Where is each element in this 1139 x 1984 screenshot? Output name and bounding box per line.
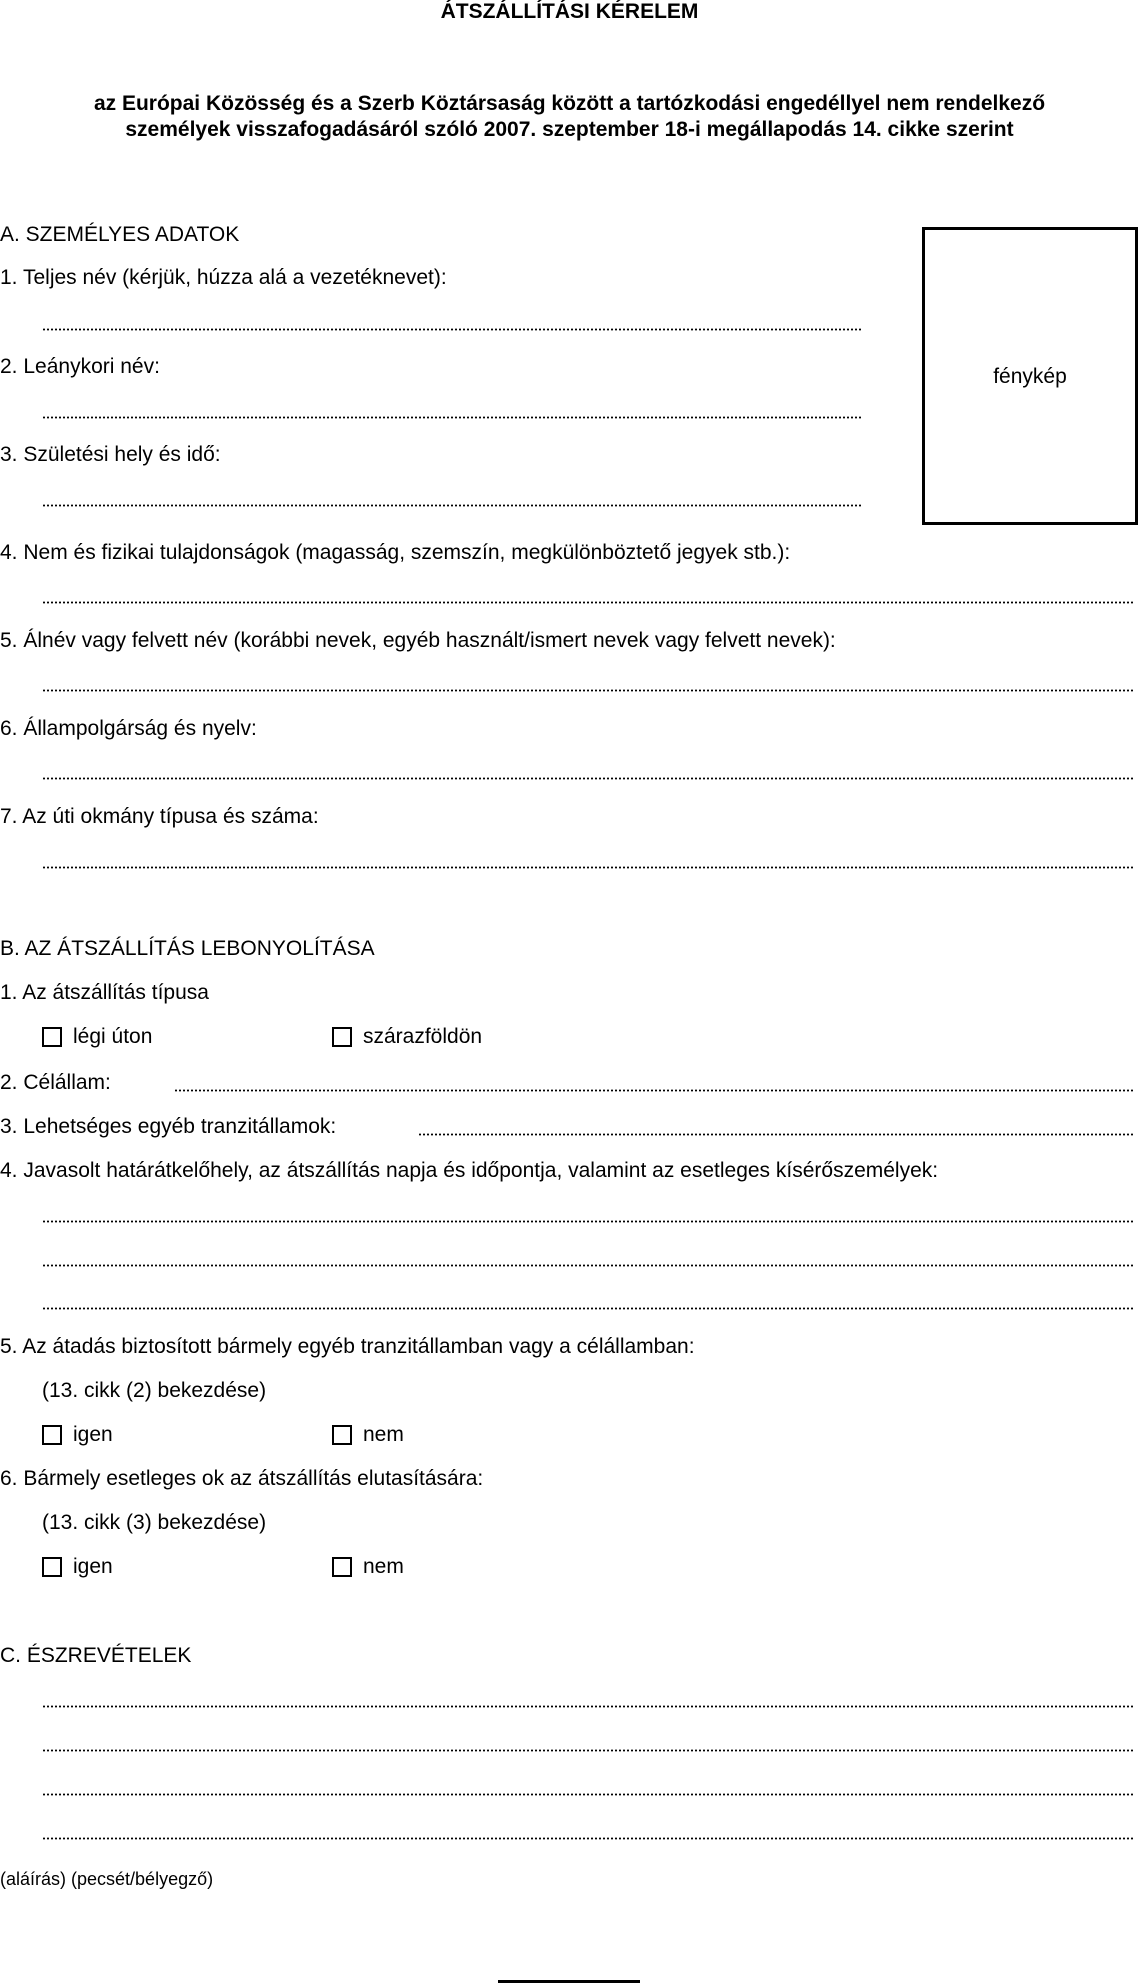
field-label-other-transit-states: 3. Lehetséges egyéb tranzitállamok:: [0, 1115, 337, 1138]
field-label-maiden-name: 2. Leánykori név:: [0, 355, 160, 378]
field-label-physical-traits: 4. Nem és fizikai tulajdonságok (magasság, szemszín, megkülönböztető jegyek stb.):: [0, 541, 791, 564]
checkbox-refusal-no[interactable]: [332, 1557, 352, 1577]
field-input-remarks-line4[interactable]: [42, 1837, 1133, 1840]
checkbox-land[interactable]: [332, 1027, 352, 1047]
field-input-border-crossing-line3[interactable]: [42, 1307, 1133, 1310]
field-label-alias: 5. Álnév vagy felvett név (korábbi nevek, egyéb használt/ismert nevek vagy felvett nevek):: [0, 629, 836, 652]
form-subtitle-line2: személyek visszafogadásáról szóló 2007. szeptember 18-i megállapodás 14. cikke szerint: [125, 118, 1014, 141]
field-input-remarks-line3[interactable]: [42, 1793, 1133, 1796]
field-label-refusal-reasons: 6. Bármely esetleges ok az átszállítás elutasítására:: [0, 1467, 484, 1490]
field-label-destination-state: 2. Célállam:: [0, 1071, 111, 1094]
field-input-nationality-language[interactable]: [42, 777, 1133, 780]
field-note-article-13-2: (13. cikk (2) bekezdése): [42, 1379, 267, 1402]
section-a-heading: A. SZEMÉLYES ADATOK: [0, 223, 240, 246]
bottom-rule: [498, 1980, 640, 1983]
section-c-heading: C. ÉSZREVÉTELEK: [0, 1644, 192, 1667]
field-label-travel-document: 7. Az úti okmány típusa és száma:: [0, 805, 319, 828]
field-label-nationality-language: 6. Állampolgárság és nyelv:: [0, 717, 257, 740]
checkbox-handover-yes-label: igen: [73, 1423, 113, 1446]
field-input-alias[interactable]: [42, 689, 1133, 692]
checkbox-air[interactable]: [42, 1027, 62, 1047]
photo-label: fénykép: [993, 365, 1067, 388]
field-input-maiden-name[interactable]: [42, 416, 862, 419]
field-input-destination-state[interactable]: [174, 1089, 1133, 1092]
field-label-transit-type: 1. Az átszállítás típusa: [0, 981, 209, 1004]
form-subtitle-line1: az Európai Közösség és a Szerb Köztársaság között a tartózkodási engedéllyel nem rendelkező: [93, 92, 1046, 115]
signature-stamp-label: (aláírás) (pecsét/bélyegző): [0, 1869, 214, 1889]
field-input-physical-traits[interactable]: [42, 601, 1133, 604]
checkbox-land-label: szárazföldön: [363, 1025, 483, 1048]
field-label-birth-place-date: 3. Születési hely és idő:: [0, 443, 221, 466]
field-input-travel-document[interactable]: [42, 866, 1133, 869]
field-input-remarks-line2[interactable]: [42, 1749, 1133, 1752]
field-input-border-crossing-line2[interactable]: [42, 1264, 1133, 1267]
checkbox-refusal-yes-label: igen: [73, 1555, 113, 1578]
section-b-heading: B. AZ ÁTSZÁLLÍTÁS LEBONYOLÍTÁSA: [0, 937, 375, 960]
field-label-handover-assured: 5. Az átadás biztosított bármely egyéb tranzitállamban vagy a célállamban:: [0, 1335, 695, 1358]
field-input-full-name[interactable]: [42, 328, 862, 331]
field-input-other-transit-states[interactable]: [418, 1133, 1133, 1136]
checkbox-refusal-yes[interactable]: [42, 1557, 62, 1577]
checkbox-handover-yes[interactable]: [42, 1425, 62, 1445]
checkbox-handover-no-label: nem: [363, 1423, 404, 1446]
checkbox-refusal-no-label: nem: [363, 1555, 404, 1578]
checkbox-air-label: légi úton: [73, 1025, 153, 1048]
form-title: ÁTSZÁLLÍTÁSI KÉRELEM: [440, 0, 699, 23]
photo-box[interactable]: [922, 227, 1138, 525]
field-input-birth-place-date[interactable]: [42, 504, 862, 507]
field-input-remarks-line1[interactable]: [42, 1705, 1133, 1708]
field-label-border-crossing: 4. Javasolt határátkelőhely, az átszállítás napja és időpontja, valamint az esetleges kísérőszemélyek:: [0, 1159, 939, 1182]
checkbox-handover-no[interactable]: [332, 1425, 352, 1445]
field-label-full-name: 1. Teljes név (kérjük, húzza alá a vezetéknevet):: [0, 266, 447, 289]
field-note-article-13-3: (13. cikk (3) bekezdése): [42, 1511, 267, 1534]
field-input-border-crossing-line1[interactable]: [42, 1220, 1133, 1223]
